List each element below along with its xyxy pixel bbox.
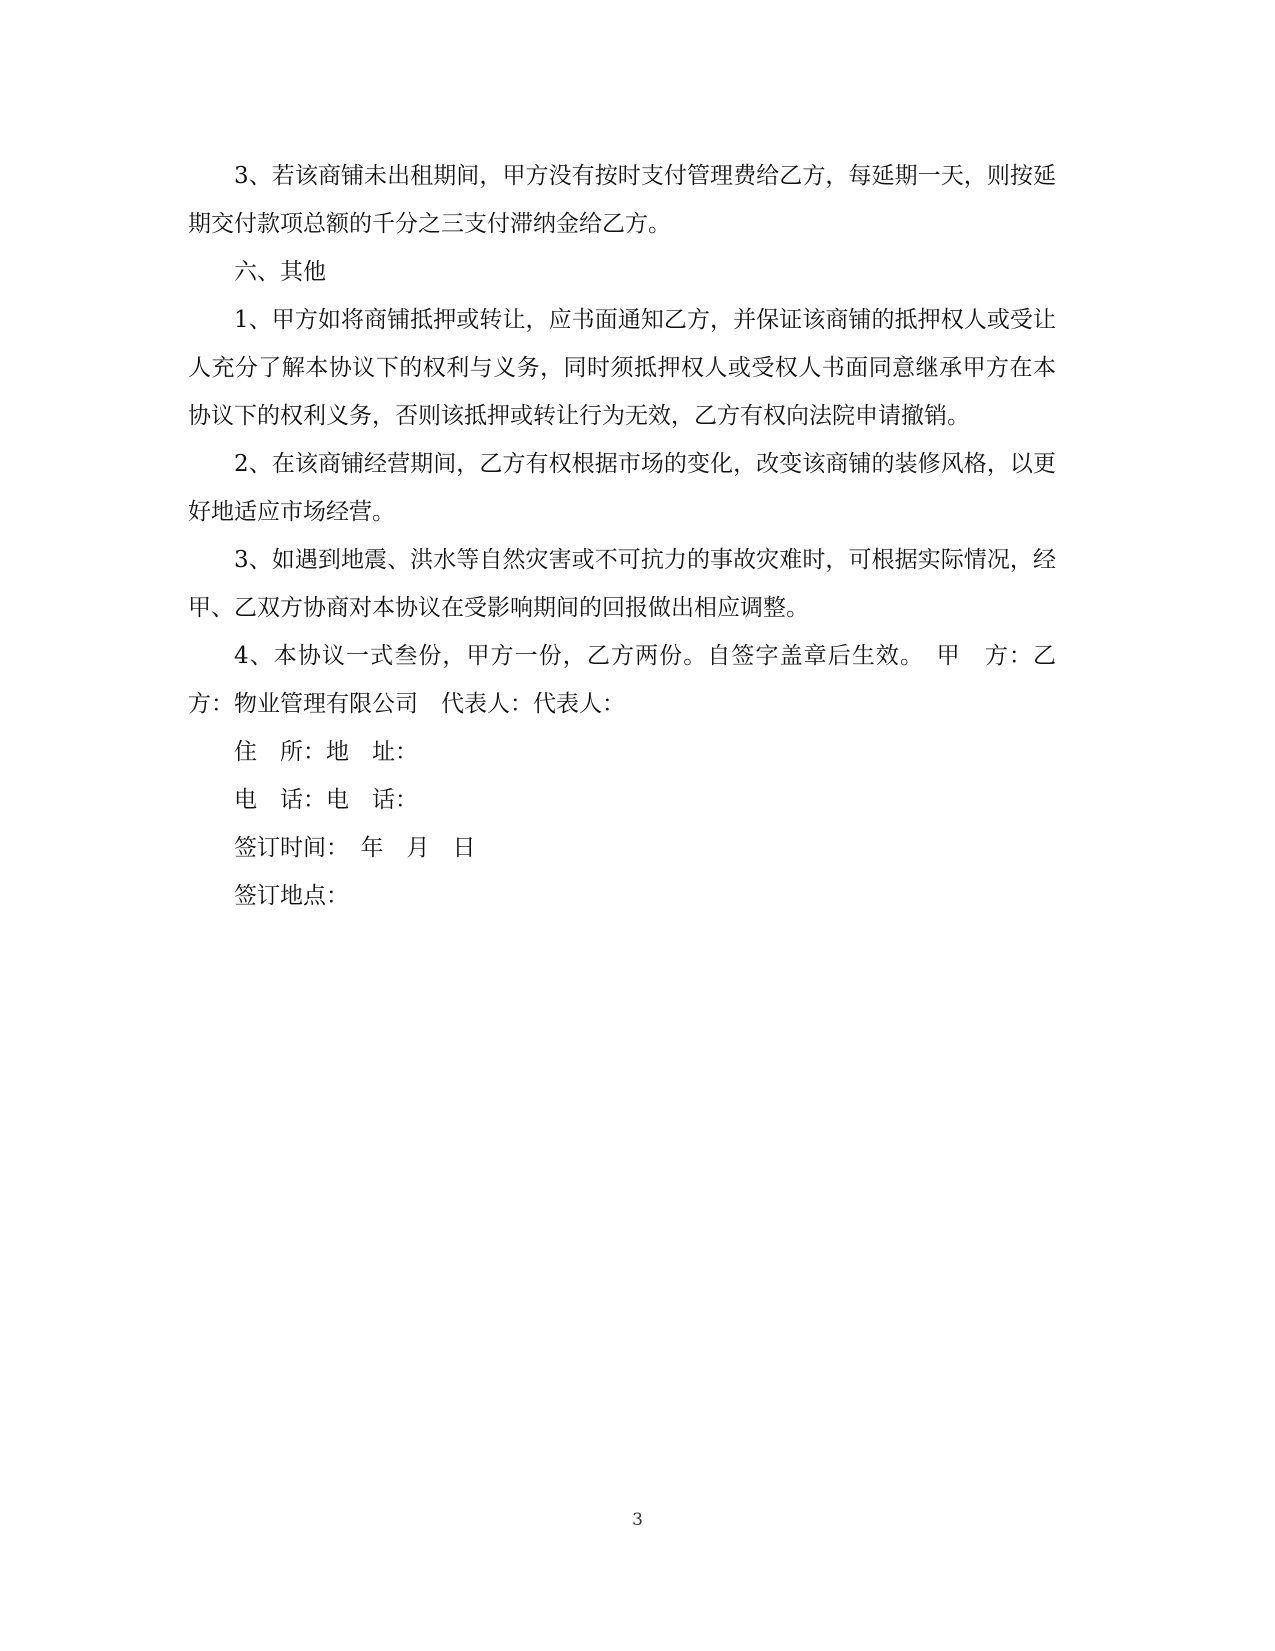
clause-force-majeure: 3、如遇到地震、洪水等自然灾害或不可抗力的事故灾难时，可根据实际情况，经甲、乙双方协商对本协议在受影响期间的回报做出相应调整。 — [188, 547, 1056, 621]
clause-late-fee: 3、若该商铺未出租期间，甲方没有按时支付管理费给乙方，每延期一天，则按延期交付款项总额的千分之三支付滞纳金给乙方。 — [188, 163, 1056, 237]
clause-renovation: 2、在该商铺经营期间，乙方有权根据市场的变化，改变该商铺的装修风格，以更好地适应市场经营。 — [188, 451, 1056, 525]
document-body — [188, 152, 1056, 920]
clause-mortgage-transfer: 1、甲方如将商铺抵押或转让，应书面通知乙方，并保证该商铺的抵押权人或受让人充分了解本协议下的权利与义务，同时须抵押权人或受权人书面同意继承甲方在本协议下的权利义务，否则该抵押或转让行为无效，乙方有权向法院申请撤销。 — [188, 307, 1056, 429]
section-heading-other: 六、其他 — [234, 259, 326, 285]
phone-line: 电 话：电 话： — [234, 787, 418, 813]
page-number: 3 — [632, 1510, 643, 1530]
clause-copies-signatures: 4、本协议一式叁份，甲方一份，乙方两份。自签字盖章后生效。 甲 方：乙方：物业管理有限公司 代表人：代表人： — [188, 643, 1056, 717]
signing-place-line: 签订地点： — [234, 883, 349, 909]
address-line: 住 所：地 址： — [234, 739, 418, 765]
signing-date-line: 签订时间： 年 月 日 — [234, 835, 476, 861]
